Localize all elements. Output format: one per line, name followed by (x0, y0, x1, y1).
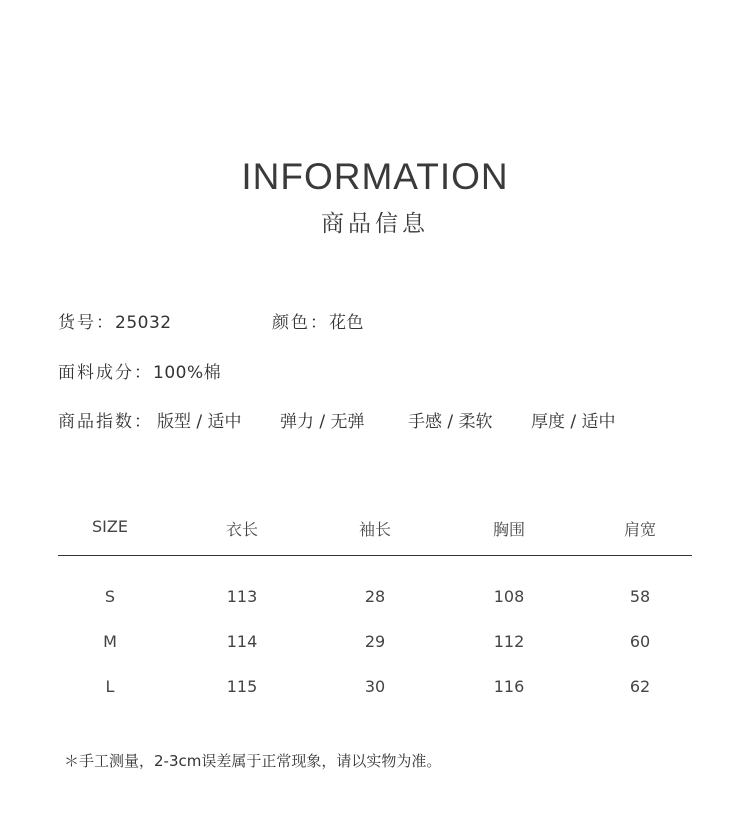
cell-size: S (104, 587, 116, 606)
size-table (58, 511, 692, 696)
item-number-value: 25032 (115, 313, 172, 333)
color-value: 花色 (329, 313, 364, 333)
cell-sleeve: 30 (364, 677, 386, 696)
index-stretch: 弹力 / 无弹 (280, 412, 365, 432)
cell-shoulder: 60 (629, 632, 651, 651)
header-sleeve: 袖长 (358, 520, 391, 539)
cell-length: 114 (226, 632, 258, 651)
fabric-value: 100%棉 (153, 363, 222, 383)
index-thickness: 厚度 / 适中 (531, 412, 616, 432)
cell-sleeve: 29 (364, 632, 386, 651)
page-title: INFORMATION (241, 156, 509, 197)
color-field (272, 309, 364, 337)
cell-sleeve: 28 (364, 587, 386, 606)
color-label: 颜色： (272, 313, 329, 333)
page-subtitle: 商品信息 (321, 211, 429, 237)
cell-shoulder: 58 (629, 587, 651, 606)
cell-size: M (103, 632, 117, 651)
size-table-header (58, 511, 692, 546)
header-size: SIZE (92, 517, 128, 536)
index-fit: 版型 / 适中 (157, 412, 242, 432)
product-index-field (58, 408, 153, 436)
cell-chest: 116 (493, 677, 525, 696)
item-number-field (58, 309, 172, 337)
measurement-note: ＊手工测量，2-3cm误差属于正常现象，请以实物为准。 (64, 752, 442, 770)
cell-chest: 108 (493, 587, 525, 606)
table-row (58, 631, 692, 653)
header-divider (58, 555, 692, 556)
cell-chest: 112 (493, 632, 525, 651)
product-index-label: 商品指数： (58, 412, 153, 432)
fabric-label: 面料成分： (58, 363, 153, 383)
fabric-field (58, 359, 221, 387)
table-row (58, 676, 692, 698)
cell-length: 115 (226, 677, 258, 696)
header-shoulder: 肩宽 (623, 520, 656, 539)
item-number-label: 货号： (58, 313, 115, 333)
table-row (58, 586, 692, 608)
header-chest: 胸围 (492, 520, 525, 539)
cell-size: L (105, 677, 115, 696)
cell-shoulder: 62 (629, 677, 651, 696)
cell-length: 113 (226, 587, 258, 606)
header-length: 衣长 (225, 520, 258, 539)
index-feel: 手感 / 柔软 (408, 412, 493, 432)
